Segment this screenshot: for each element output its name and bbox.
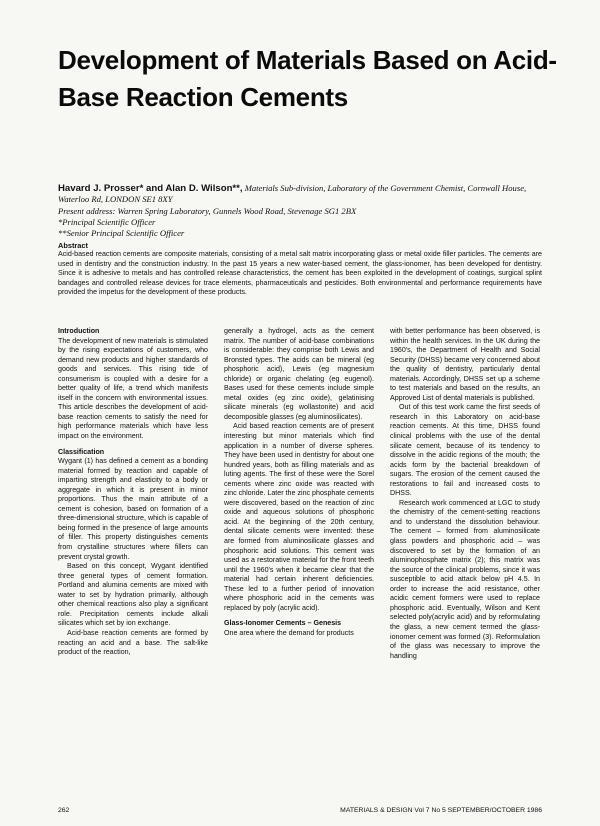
section-heading-classification: Classification [58, 447, 105, 456]
paragraph: Wygant (1) has defined a cement as a bonding material formed by reaction and capable of imparting strength and elasticity to a body or aggregate in which it is present in minor proportions. Thus the main attribute of a cement is cohesion, based on formation of a three-dimensional structure, which is capable of being formed in the presence of large amounts of filler. This property distinguishes cements from crystalline structures where fillers can prevent crystal growth. [58, 457, 208, 561]
page-number: 262 [58, 807, 70, 814]
paragraph: Based on this concept, Wygant identified three general types of cement formation. Portland and alumina cements are mixed with water to set by hydration primarily, although other chemical reactions also play a significant role. Precipitation cements include alkali silicates which set by ion exchange. [58, 562, 208, 628]
column-3 [390, 327, 540, 661]
author-footnote-1: *Principal Scientific Officer [58, 216, 156, 227]
present-address: Present address: Warren Spring Laboratory, Gunnels Wood Road, Stevenage SG1 2BX [58, 205, 357, 216]
paragraph: generally a hydrogel, acts as the cement matrix. The number of acid-base combinations is considerable: they comprise both Lewis and Bronsted types. The acids can be mineral (eg phosphoric acid), Lewis (eg magnesium chloride) or organic chelating (eg eugenol). Bases used for these cements include simple metal oxides (eg zinc oxide), gelatinising silicate minerals (eg wollastonite) and acid decomposible glasses (eg aluminosilicates). [224, 327, 374, 421]
paragraph: The development of new materials is stimulated by the rising expectations of customers, who demand new products and higher standards of goods and services. This rising tide of consumerism is coupled with a desire for a better quality of life, a trend which manifests itself in the concern with environmental issues. This article describes the development of acid-base reaction cements to satisfy the need for high performance materials which have less impact on the environment. [58, 336, 208, 441]
author-block [58, 183, 548, 239]
paragraph: Acid-base reaction cements are formed by reacting an acid and a base. The salt-like product of the reaction, [58, 628, 208, 657]
author-footnote-2: **Senior Principal Scientific Officer [58, 228, 185, 239]
section-heading-glass-ionomer: Glass-Ionomer Cements – Genesis [224, 619, 342, 628]
journal-citation: MATERIALS & DESIGN Vol 7 No 5 SEPTEMBER/OCTOBER 1986 [340, 807, 542, 814]
paragraph: One area where the demand for products [224, 628, 354, 637]
abstract-text: Acid-based reaction cements are composite materials, consisting of a metal salt matrix incorporating glass or metal oxide filler particles. The cements are used in dentistry and the construction industry. In the past 15 years a new water-based cement, the glass-ionomer, has been developed for dentistry. Since it is adhesive to metals and has controlled release characteristics, the cement has been exploited in the development of coatings, surgical splint bandages and controlled release devices for trace elements, pharmaceuticals and pesticides. Both environmental and performance requirements have provided the impetus for the development of these products. [58, 250, 542, 297]
abstract-heading: Abstract [58, 241, 88, 250]
abstract [58, 241, 542, 297]
paragraph: Research work commenced at LGC to study the chemistry of the cement-setting reactions and to understand the dissolution behaviour. The cement – formed from aluminosilicate glass powders and phosphoric acid – was discovered to set by the formation of an aluminophosphate matrix (2); this matrix was the source of the clinical problems, since it was susceptible to acid attack below pH 4.5. In order to increase the acid resistance, other acidic cement formers were used to replace phosphoric acid. Eventually, Wilson and Kent selected poly(acrylic acid) and by reformulating the glass, a new cement termed the glass-ionomer cement was formed (3). Reformulation of the glass was necessary to improve the handling [390, 498, 540, 660]
author-names: Havard J. Prosser* and Alan D. Wilson**, [58, 183, 243, 194]
author-affiliation: Materials Sub-division, Laboratory of the Government Chemist, Cornwall House, Waterloo Rd, LONDON SE1 8XY [58, 183, 527, 205]
paragraph: Acid based reaction cements are of present interesting but minor materials which find application in a number of diverse spheres. They have been used in dentistry for about one hundred years, both as filling materials and as luting agents. The first of these were the Sorel cements where zinc oxide was reacted with zinc chloride. Later the zinc phosphate cements were discovered, based on the reaction of zinc oxide and aqueous solutions of phosphoric acid. At the beginning of the 20th century, dental silicate cements were invented: these are formed from aluminosilicate glasses and phosphoric acid solutions. This cement was used as a restorative material for the front teeth until the 1960's when it became clear that the material had certain inherent deficiencies. These led to a further period of innovation where phosphoric acid in the cements was replaced by poly (acrylic acid). [224, 422, 374, 612]
column-2 [224, 327, 374, 639]
article-title: Development of Materials Based on Acid-Base Reaction Cements [58, 45, 557, 112]
column-1 [58, 327, 208, 658]
section-heading-introduction: Introduction [58, 327, 100, 335]
paragraph: Out of this test work came the first seeds of research in this Laboratory on acid-base reaction cements. At this time, DHSS found clinical problems with the use of the dental silicate cement, because of its tendency to dissolve in the acidic regions of the mouth; the acids form by the bacterial breakdown of sugars. The erosion of the cement caused the restorations to fail and increased costs to DHSS. [390, 403, 540, 498]
paragraph: with better performance has been observed, is within the health services. In the UK during the 1960's, the Department of Health and Social Security (DHSS) became very concerned about the quality of dentistry, particularly dental materials. Accordingly, DHSS set up a scheme to test materials and based on the results, an Approved List of dental materials is published. [390, 327, 540, 402]
